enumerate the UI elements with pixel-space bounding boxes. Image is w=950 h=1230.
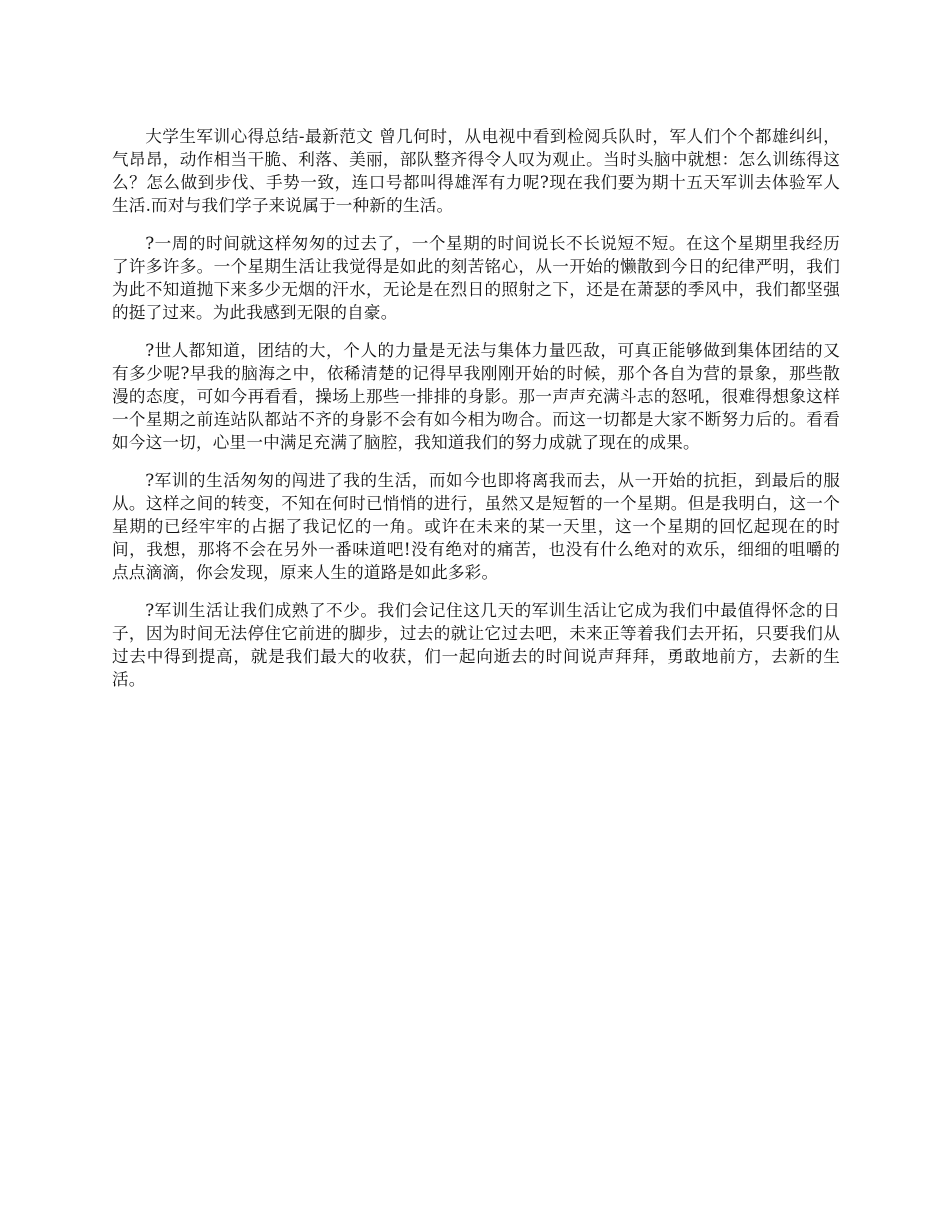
paragraph-1: 大学生军训心得总结-最新范文 曾几何时，从电视中看到检阅兵队时，军人们个个都雄纠纠，气昂昂，动作相当干脆、利落、美丽，部队整齐得令人叹为观止。当时头脑中就想：怎么训练得这么？怎么做到步伐、手势一致，连口号都叫得雄浑有力呢?现在我们要为期十五天军训去体验军人生活.而对与我们学子来说属于一种新的生活。	[112, 127, 840, 215]
paragraph-2: ?一周的时间就这样匆匆的过去了，一个星期的时间说长不长说短不短。在这个星期里我经历了许多许多。一个星期生活让我觉得是如此的刻苦铭心，从一开始的懒散到今日的纪律严明，我们为此不知道抛下来多少无烟的汗水，无论是在烈日的照射之下，还是在萧瑟的季风中，我们都坚强的挺了过来。为此我感到无限的自豪。	[112, 234, 840, 322]
document-body	[112, 125, 840, 706]
paragraph-5: ?军训生活让我们成熟了不少。我们会记住这几天的军训生活让它成为我们中最值得怀念的日子，因为时间无法停住它前进的脚步，过去的就让它过去吧，未来正等着我们去开拓，只要我们从过去中得到提高，就是我们最大的收获，们一起向逝去的时间说声拜拜，勇敢地前方，去新的生活。	[112, 601, 840, 689]
paragraph-3: ?世人都知道，团结的大，个人的力量是无法与集体力量匹敌，可真正能够做到集体团结的又有多少呢?早我的脑海之中，依稀清楚的记得早我刚刚开始的时候，那个各自为营的景象，那些散漫的态度，可如今再看看，操场上那些一排排的身影。那一声声充满斗志的怒吼，很难得想象这样一个星期之前连站队都站不齐的身影不会有如今相为吻合。而这一切都是大家不断努力后的。看看如今这一切，心里一中满足充满了脑腔，我知道我们的努力成就了现在的成果。	[112, 341, 840, 452]
paragraph-4: ?军训的生活匆匆的闯进了我的生活，而如今也即将离我而去，从一开始的抗拒，到最后的服从。这样之间的转变，不知在何时已悄悄的进行，虽然又是短暂的一个星期。但是我明白，这一个星期的已经牢牢的占据了我记忆的一角。或许在未来的某一天里，这一个星期的回忆起现在的时间，我想，那将不会在另外一番味道吧!没有绝对的痛苦，也没有什么绝对的欢乐，细细的咀嚼的点点滴滴，你会发现，原来人生的道路是如此多彩。	[112, 471, 840, 582]
